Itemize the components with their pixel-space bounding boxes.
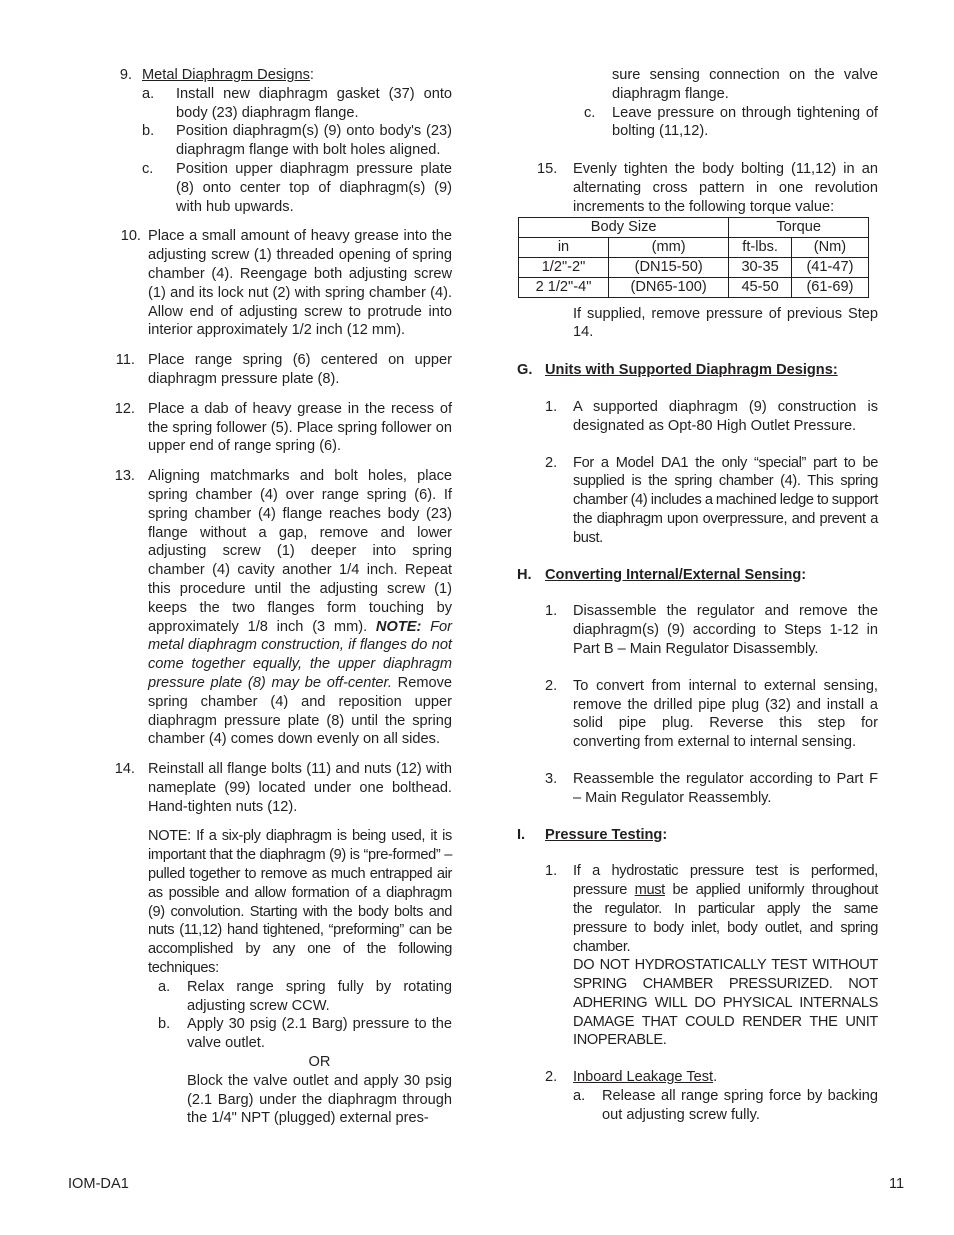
table-cell: (61-69) xyxy=(791,277,868,297)
sub-step-a: a. Release all range spring force by backing out adjusting screw fully. xyxy=(573,1088,878,1123)
table-cell: 30-35 xyxy=(729,257,792,277)
section-h: H. Converting Internal/External Sensing: xyxy=(517,566,807,583)
table-unit: ft-lbs. xyxy=(729,237,792,257)
table-row xyxy=(519,277,869,297)
sub-step-a: a. Install new diaphragm gasket (37) onto body (23) diaphragm flange. xyxy=(142,85,452,121)
sub-step-c: c. Position upper diaphragm pressure plate (8) onto center top of diaphragm(s) (9) with hub upwards. xyxy=(142,160,452,215)
step-number: 9. xyxy=(119,67,132,83)
table-header: Body Size xyxy=(519,217,729,237)
section-g: G. Units with Supported Diaphragm Designs: xyxy=(517,362,838,379)
section-title: Pressure Testing xyxy=(545,826,663,843)
block-instruction: Block the valve outlet and apply 30 psig (2.1 Barg) under the diaphragm through the 1/4" NPT (plugged) external pres- xyxy=(187,1072,452,1127)
table-cell: (DN15-50) xyxy=(609,257,729,277)
list-item: 3. Reassemble the regulator according to Part F – Main Regulator Reassembly. xyxy=(545,770,878,806)
table-unit: (mm) xyxy=(609,237,729,257)
document-id: IOM-DA1 xyxy=(68,1176,129,1192)
list-item: 1. A supported diaphragm (9) construction is designated as Opt-80 High Outlet Pressure. xyxy=(545,398,878,434)
step-13: 13. Aligning matchmarks and bolt holes, place spring chamber (4) over range spring (6). If spring chamber (4) flange reaches body (23) flange without a gap, remove and lower adjusting screw (1) deeper into spring chamber (4) cavity another 1/4 inch. Repeat this procedure until the adjusting screw (1) keeps the two flanges form touching by approximately 1/8 inch (3 mm). NOTE: For metal diaphragm construction, if flanges do not come together equally, the upper diaphragm pressure plate (8) may be off-center. Remove spring chamber (4) and reposition upper diaphragm pressure plate (8) until the spring chamber (4) comes down evenly on all sides. xyxy=(114,468,453,748)
list-item: 2. For a Model DA1 the only “special” part to be supplied is the spring chamber (4). This spring chamber (4) includes a machined ledge to support the diaphragm upon overpressure, and prevent a bust. xyxy=(545,454,878,546)
list-item: 1. Disassemble the regulator and remove the diaphragm(s) (9) according to Steps 1-12 in Part B – Main Regulator Disassembly. xyxy=(545,603,878,657)
table-row xyxy=(519,257,869,277)
section-title: Units with Supported Diaphragm Designs: xyxy=(545,362,838,379)
note-text: For metal diaphragm construction, if flanges do not come together equally, the upper diaphragm pressure plate (8) may be off-center. xyxy=(148,618,452,691)
note-paragraph: NOTE: If a six-ply diaphragm is being used, it is important that the diaphragm (9) is “pre-formed” – pulled together to remove as much entrapped air as possible and allow formation of a diaphragm (9) convolution. Starting with the body bolts and nuts (11,12) hand tightened, “preforming” can be accomplished by any one of the following techniques: xyxy=(148,828,452,977)
step-11: 11. Place range spring (6) centered on upper diaphragm pressure plate (8). xyxy=(115,352,452,387)
step-title: Metal Diaphragm Designs xyxy=(142,67,310,83)
list-item: 2. To convert from internal to external sensing, remove the drilled pipe plug (32) and install a solid pipe plug. Reverse this step for converting from external to internal sensing. xyxy=(545,677,878,751)
warning-text: DO NOT HYDROSTATICALLY TEST WITHOUT SPRING CHAMBER PRESSURIZED. NOT ADHERING WILL DO PHYSICAL INTERNALS DAMAGE THAT COULD RENDER THE UNIT INOPERABLE. xyxy=(573,957,878,1049)
right-column xyxy=(517,66,878,1125)
table-unit: in xyxy=(519,237,609,257)
sub-step-b: b. Apply 30 psig (2.1 Barg) pressure to the valve outlet. xyxy=(158,1016,452,1052)
step-12: 12. Place a dab of heavy grease in the recess of the spring follower (5). Place spring follower on upper end of range spring (6). xyxy=(114,400,452,455)
if-supplied-note: If supplied, remove pressure of previous Step 14. xyxy=(573,305,878,341)
step-14: 14. Reinstall all flange bolts (11) and nuts (12) with nameplate (99) located under one bolthead. Hand-tighten nuts (12). NOTE: If a six-ply diaphragm is being used, it is important that the diaphragm (9) is “pre-formed” – pulled together to remove as much entrapped air as possible and allow formation of a diaphragm (9) convolution. Starting with the body bolts and nuts (11,12) hand tightened, “preforming” can be accomplished by any one of the following techniques: a. Relax range spring fully by rotating adjusting screw CCW. b. Apply 30 psig (2.1 Barg) pressure to the valve outlet. OR Block the valve outlet and apply 30 psig (2.1 Barg) under the diaphragm through the 1/4" NPT (plugged) external pres- xyxy=(114,761,452,1127)
note-label: NOTE: xyxy=(375,618,422,635)
sub-step-b: b. Position diaphragm(s) (9) onto body's (23) diaphragm flange with bolt holes aligned. xyxy=(142,123,452,159)
table-cell: 2 1/2"-4" xyxy=(519,277,609,297)
table-header: Torque xyxy=(729,217,869,237)
table-cell: 45-50 xyxy=(729,277,792,297)
table-header-row xyxy=(519,217,869,237)
page-number: 11 xyxy=(889,1176,905,1192)
table-cell: 1/2"-2" xyxy=(519,257,609,277)
sub-step-a: a. Relax range spring fully by rotating adjusting screw CCW. xyxy=(158,978,452,1014)
table-cell: (DN65-100) xyxy=(609,277,729,297)
test-title: Inboard Leakage Test xyxy=(573,1069,714,1086)
or-separator: OR xyxy=(308,1054,331,1071)
table-cell: (41-47) xyxy=(791,257,868,277)
continued-text: sure sensing connection on the valve diaphragm flange. xyxy=(612,67,878,102)
table-unit: (Nm) xyxy=(791,237,868,257)
step-9: 9. Metal Diaphragm Designs: a. Install new diaphragm gasket (37) onto body (23) diaphragm flange. b. Position diaphragm(s) (9) onto body's (23) diaphragm flange with bolt holes aligned. c. Position upper diaphragm pressure plate (8) onto center top of diaphragm(s) (9) with hub upwards. xyxy=(111,66,452,216)
torque-table xyxy=(518,217,869,298)
step-15: 15. Evenly tighten the body bolting (11,12) in an alternating cross pattern in one revolution increments to the following torque value: xyxy=(537,161,878,215)
step-10: 10. Place a small amount of heavy grease into the adjusting screw (1) threaded opening of spring chamber (4). Reengage both adjusting screw (1) and its lock nut (2) with spring chamber (4). Allow end of adjusting screw to protrude into interior approximately 1/2 inch (12 mm). xyxy=(120,228,452,339)
section-title: Converting Internal/External Sensing xyxy=(545,566,802,583)
sub-step-c: c. Leave pressure on through tightening of bolting (11,12). xyxy=(584,104,878,140)
list-item: 2. Inboard Leakage Test. a. Release all range spring force by backing out adjusting screw fully. xyxy=(545,1069,878,1123)
table-units-row xyxy=(519,237,869,257)
list-item: 1. If a hydrostatic pressure test is performed, pressure must be applied uniformly throughout the regulator. In particular apply the same pressure to body inlet, body outlet, and spring chamber. DO NOT HYDROSTATICALLY TEST WITHOUT SPRING CHAMBER PRESSURIZED. NOT ADHERING WILL DO PHYSICAL INTERNALS DAMAGE THAT COULD RENDER THE UNIT INOPERABLE. xyxy=(545,863,878,1049)
left-column xyxy=(111,66,452,1128)
section-i: I. Pressure Testing: xyxy=(517,826,668,843)
